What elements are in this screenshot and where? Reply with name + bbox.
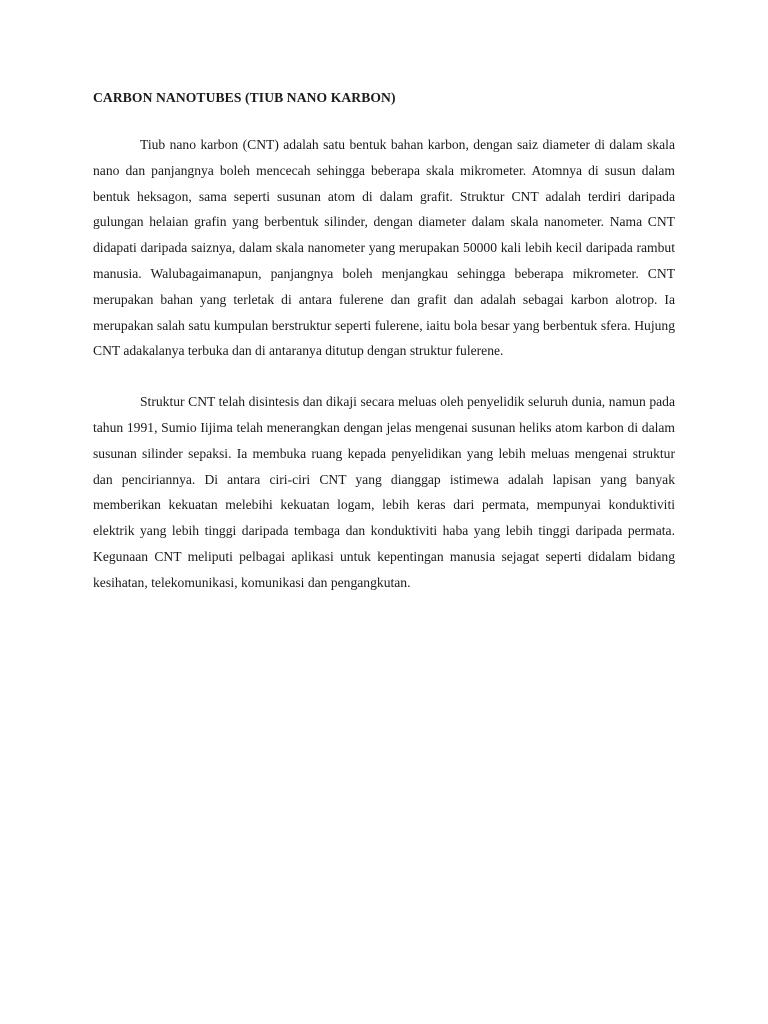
document-body (93, 88, 675, 596)
paragraph-1: Tiub nano karbon (CNT) adalah satu bentuk bahan karbon, dengan saiz diameter di dalam skala nano dan panjangnya boleh mencecah sehingga beberapa skala mikrometer. Atomnya di susun dalam bentuk heksagon, sama seperti susunan atom di dalam grafit. Struktur CNT adalah terdiri daripada gulungan helaian grafin yang berbentuk silinder, dengan diameter dalam skala nanometer. Nama CNT didapati daripada saiznya, dalam skala nanometer yang merupakan 50000 kali lebih kecil daripada rambut manusia. Walubagaimanapun, panjangnya boleh menjangkau sehingga beberapa mikrometer. CNT merupakan bahan yang terletak di antara fulerene dan grafit dan adalah sebagai karbon alotrop. Ia merupakan salah satu kumpulan berstruktur seperti fulerene, iaitu bola besar yang berbentuk sfera. Hujung CNT adakalanya terbuka dan di antaranya ditutup dengan struktur fulerene. (93, 137, 675, 359)
document-title: CARBON NANOTUBES (TIUB NANO KARBON) (93, 90, 396, 105)
paragraph-2: Struktur CNT telah disintesis dan dikaji secara meluas oleh penyelidik seluruh dunia, namun pada tahun 1991, Sumio Iijima telah menerangkan dengan jelas mengenai susunan heliks atom karbon di dalam susunan silinder sepaksi. Ia membuka ruang kepada penyelidikan yang lebih meluas mengenai struktur dan penciriannya. Di antara ciri-ciri CNT yang dianggap istimewa adalah lapisan yang banyak memberikan kekuatan melebihi kekuatan logam, lebih keras dari permata, mempunyai konduktiviti elektrik yang lebih tinggi daripada tembaga dan konduktiviti haba yang lebih tinggi daripada permata. Kegunaan CNT meliputi pelbagai aplikasi untuk kepentingan manusia sejagat seperti didalam bidang kesihatan, telekomunikasi, komunikasi dan pengangkutan. (93, 394, 675, 590)
